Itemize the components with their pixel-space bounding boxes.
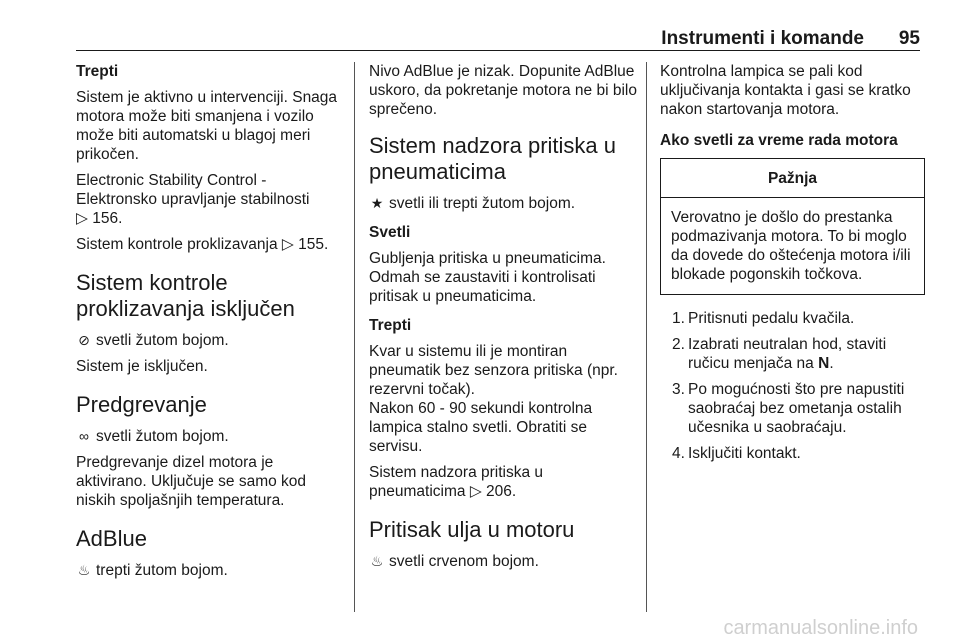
section-heading: Pritisak ulja u motoru: [369, 517, 575, 542]
section-heading: Sistem kontrole proklizavanja isključen: [76, 270, 295, 321]
paragraph: Kontrolna lampica se pali kod uključivanja kontakta i gasi se kratko nakon startovanja motora.: [660, 63, 911, 118]
steps-list: [660, 309, 925, 463]
section-heading: Sistem nadzora pritiska u pneumaticima: [369, 133, 616, 184]
paragraph: ♨ trepti žutom bojom.: [77, 562, 228, 579]
adblue-icon: ♨: [77, 562, 91, 578]
ref-arrow-icon: ▷: [469, 483, 482, 500]
page-header: [76, 28, 920, 52]
page-number: 95: [898, 28, 920, 49]
warning-text: Verovatno je došlo do prestanka podmazivanja motora. To bi moglo da dovede do oštećenja motora i/ili blokade pogonskih točkova.: [671, 209, 911, 283]
subheading: Ako svetli za vreme rada motora: [660, 132, 898, 149]
paragraph: Kvar u sistemu ili je montiran pneumatik bez senzora pritiska (npr. rezervni točak).: [369, 343, 618, 398]
paragraph: ∞ svetli žutom bojom.: [76, 427, 348, 446]
header-title: Instrumenti i komande: [661, 28, 864, 49]
ref-arrow-icon: ▷: [281, 236, 294, 253]
subheading-trepti: Trepti: [369, 317, 412, 334]
list-item: 2. Izabrati neutralan hod, staviti ručicu menjača na N.: [672, 336, 887, 372]
subheading-trepti: Trepti: [76, 63, 119, 80]
warning-title: Pažnja: [661, 159, 924, 198]
paragraph: ♨ svetli crvenom bojom.: [370, 553, 539, 570]
column-divider: [354, 62, 355, 612]
paragraph: Sistem kontrole proklizavanja ▷ 155.: [76, 236, 329, 253]
traction-control-off-icon: ⊘: [78, 332, 90, 348]
column-3: [660, 62, 925, 470]
paragraph: Electronic Stability Control - Elektronsko upravljanje stabilnosti ▷ 156.: [76, 172, 310, 227]
watermark: carmanualsonline.info: [723, 617, 918, 639]
list-item: 1. Pritisnuti pedalu kvačila.: [672, 310, 855, 327]
paragraph: Nakon 60 - 90 sekundi kontrolna lampica stalno svetli. Obratiti se servisu.: [369, 400, 593, 455]
paragraph: Sistem je aktivno u intervenciji. Snaga motora može biti smanjena i vozilo može biti automatski u blagoj meri prikočen.: [76, 89, 338, 163]
list-item: 4. Isključiti kontakt.: [672, 445, 801, 462]
subheading-svetli: Svetli: [369, 224, 411, 241]
glow-plug-icon: ∞: [79, 428, 89, 444]
section-heading: Predgrevanje: [76, 392, 207, 417]
paragraph: Gubljenja pritiska u pneumaticima. Odmah se zaustaviti i kontrolisati pritisak u pneumaticima.: [369, 250, 606, 305]
section-heading: AdBlue: [76, 526, 147, 551]
paragraph: Nivo AdBlue je nizak. Dopunite AdBlue uskoro, da pokretanje motora ne bi bilo sprečeno.: [369, 63, 637, 118]
paragraph: Sistem nadzora pritiska u pneumaticima ▷ 206.: [369, 464, 544, 500]
oil-can-icon: ♨: [370, 553, 384, 569]
paragraph: ⊘ svetli žutom bojom.: [76, 331, 348, 350]
ref-arrow-icon: ▷: [76, 210, 88, 227]
column-1: [76, 62, 348, 587]
warning-box: [660, 158, 925, 295]
list-item: 3. Po mogućnosti što pre napustiti saobraćaj bez ometanja ostalih učesnika u saobraćaju.: [672, 381, 905, 436]
paragraph: Predgrevanje dizel motora je aktivirano. Uključuje se samo kod niskih spoljašnjih temperatura.: [76, 454, 307, 509]
tire-pressure-icon: ★: [370, 195, 384, 211]
paragraph: Sistem je isključen.: [76, 358, 208, 375]
paragraph: ★ svetli ili trepti žutom bojom.: [370, 195, 576, 212]
column-divider: [646, 62, 647, 612]
column-2: [369, 62, 637, 578]
header-rule: [76, 50, 920, 51]
